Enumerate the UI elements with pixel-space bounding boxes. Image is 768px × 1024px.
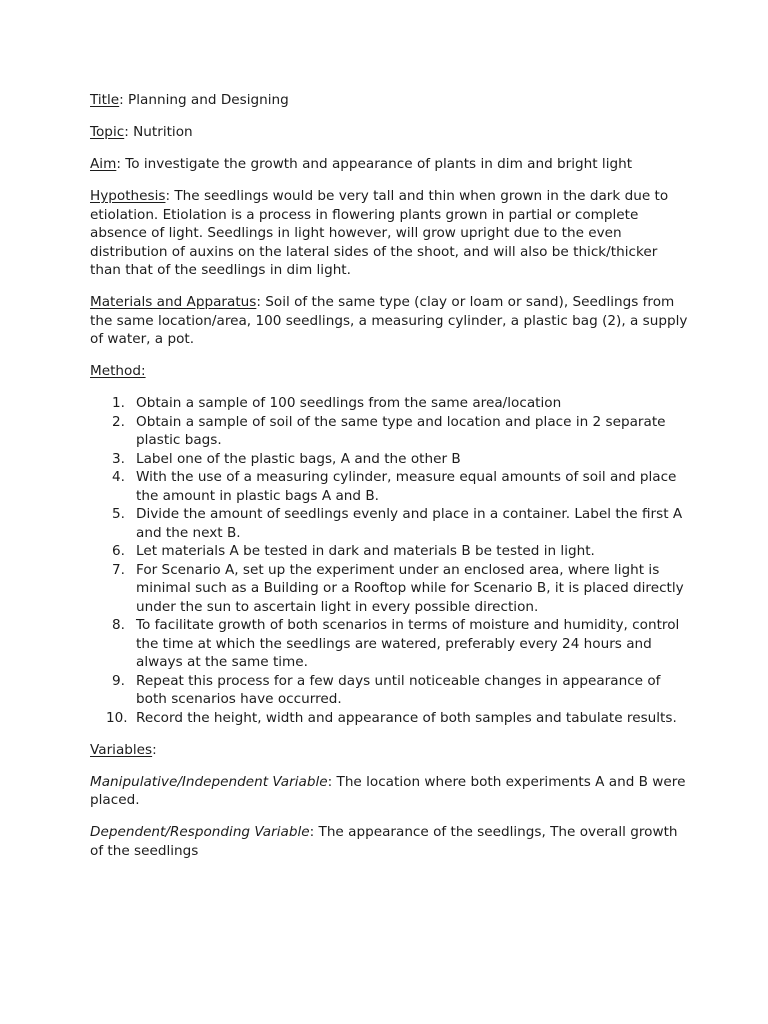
- step-text: Obtain a sample of 100 seedlings from the same area/location: [136, 395, 562, 411]
- step-number: 1.: [112, 395, 125, 411]
- method-step: [90, 394, 690, 413]
- manipulative-variable-label: Manipulative/Independent Variable: [90, 773, 328, 790]
- method-step: [90, 709, 690, 728]
- step-number: 6.: [112, 543, 125, 559]
- method-step: [90, 561, 690, 617]
- document-body: [90, 91, 690, 874]
- method-step: [90, 450, 690, 469]
- step-text: To facilitate growth of both scenarios in terms of moisture and humidity, control the time at which the seedlings are watered, preferably every 24 hours and always at the same time.: [136, 617, 680, 670]
- step-number: 8.: [112, 617, 125, 633]
- method-step: [90, 413, 690, 450]
- aim-label: Aim: [90, 156, 117, 172]
- step-number: 10.: [106, 709, 128, 726]
- step-number: 9.: [112, 672, 125, 689]
- manipulative-variable-paragraph: [90, 773, 690, 810]
- method-label: Method:: [90, 363, 146, 379]
- step-text: Label one of the plastic bags, A and the other B: [136, 450, 461, 467]
- materials-sep: :: [256, 294, 266, 310]
- aim-line: [90, 155, 690, 174]
- hypothesis-text: The seedlings would be very tall and thin when grown in the dark due to etiolation. Etiolation is a process in flowering plants grown in partial or complete absence of light. Seedlings in light however, will grow upright due to the even distribution of auxins on the lateral sides of the shoot, and will also be thick/thicker than that of the seedlings in dim light.: [90, 188, 669, 278]
- materials-label: Materials and Apparatus: [90, 294, 257, 310]
- method-list: [90, 394, 690, 727]
- hypothesis-paragraph: [90, 187, 690, 280]
- dependent-sep: :: [309, 824, 319, 840]
- topic-line: [90, 123, 690, 142]
- method-heading: [90, 362, 690, 381]
- method-step: [90, 672, 690, 709]
- method-step: [90, 505, 690, 542]
- title-line: [90, 91, 690, 110]
- manipulative-variable-text: The location where both experiments A and B were placed.: [90, 773, 686, 808]
- dependent-variable-label: Dependent/Responding Variable: [90, 824, 310, 840]
- method-step: [90, 468, 690, 505]
- step-text: Obtain a sample of soil of the same type and location and place in 2 separate plastic bags.: [136, 413, 666, 448]
- title-value: Planning and Designing: [128, 92, 289, 108]
- step-number: 7.: [112, 561, 125, 578]
- topic-sep: :: [124, 124, 134, 140]
- hypothesis-label: Hypothesis: [90, 188, 166, 204]
- title-sep: :: [119, 92, 129, 108]
- step-number: 3.: [112, 450, 125, 467]
- topic-label: Topic: [90, 124, 125, 140]
- variables-heading: [90, 741, 690, 760]
- step-text: Divide the amount of seedlings evenly and place in a container. Label the first A and the next B.: [136, 506, 683, 541]
- step-number: 2.: [112, 413, 125, 430]
- aim-sep: :: [116, 156, 126, 172]
- step-text: Let materials A be tested in dark and materials B be tested in light.: [136, 543, 595, 559]
- dependent-variable-text: The appearance of the seedlings, The overall growth of the seedlings: [90, 824, 678, 859]
- hypothesis-sep: :: [165, 188, 175, 204]
- aim-value: To investigate the growth and appearance of plants in dim and bright light: [125, 156, 633, 172]
- step-text: For Scenario A, set up the experiment under an enclosed area, where light is minimal such as a Building or a Rooftop while for Scenario B, it is placed directly under the sun to ascertain light in every possible direction.: [136, 561, 684, 615]
- step-text: Record the height, width and appearance of both samples and tabulate results.: [136, 709, 677, 726]
- method-step: [90, 542, 690, 561]
- materials-text: Soil of the same type (clay or loam or sand), Seedlings from the same location/area, 100 seedlings, a measuring cylinder, a plastic bag (2), a supply of water, a pot.: [90, 294, 688, 347]
- dependent-variable-paragraph: [90, 823, 690, 860]
- materials-paragraph: [90, 293, 690, 349]
- method-step: [90, 616, 690, 672]
- manipulative-sep: :: [327, 773, 337, 790]
- step-text: With the use of a measuring cylinder, measure equal amounts of soil and place the amount in plastic bags A and B.: [136, 469, 677, 504]
- variables-label: Variables: [90, 741, 153, 758]
- title-label: Title: [90, 92, 120, 108]
- step-number: 4.: [112, 469, 125, 485]
- step-text: Repeat this process for a few days until noticeable changes in appearance of both scenarios have occurred.: [136, 672, 661, 707]
- step-number: 5.: [112, 506, 125, 522]
- topic-value: Nutrition: [133, 124, 193, 140]
- variables-sep: :: [152, 741, 157, 758]
